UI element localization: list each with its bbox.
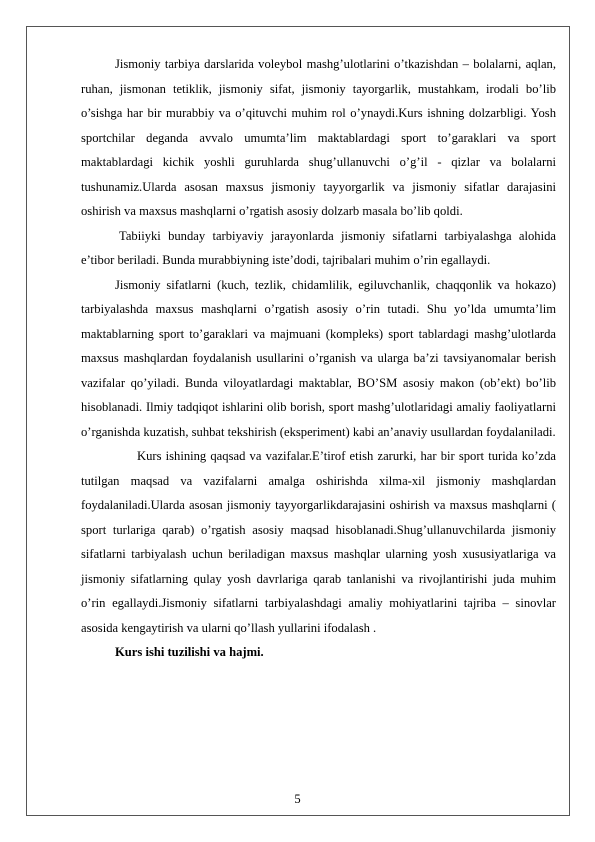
paragraph-physical-qualities: Jismoniy sifatlarni (kuch, tezlik, chidamlilik, egiluvchanlik, chaqqonlik va hokazo) tarbiyalashda maxsus mashqlarni o’rgatish asosiy o’rin tutadi. Shu yo’lda umumta’lim maktablarning sport to’garaklari va majmuani (kompleks) sport tablardagi mashg’ulotlarda maxsus mashqlardan foydalanish usullarini o’rganish va ularga ba’zi tavsiyanomalar berish vazifalar qo’yiladi. Bunda viloyatlardagi maktablar, BO’SM asosiy makon (ob’ekt) bo’lib hisoblanadi. Ilmiy tadqiqot ishlarini olib borish, sport mashg’ulotlaridagi amaliy faoliyatlarni o’rganishda kuzatish, suhbat tekshirish (eksperiment) kabi an’anaviy usullardan foydalaniladi.: [81, 277, 556, 439]
section-heading: Kurs ishi tuzilishi va hajmi.: [115, 645, 264, 659]
paragraph-natural-qualities: Tabiiyki bunday tarbiyaviy jarayonlarda jismoniy sifatlarni tarbiyalashga alohida e’tibor beriladi. Bunda murabbiyning iste’dodi, tajribalari muhim o’rin egallaydi.: [81, 228, 556, 267]
paragraph-intro: Jismoniy tarbiya darslarida voleybol mashg’ulotlarini o’tkazishdan – bolalarni, aqlan, ruhan, jismonan tetiklik, jismoniy sifat, jismoniy tayorgarlik, mustahkam, irodali bo’lib o’sishga har bir murabbiy va o’qituvchi muhim rol o’ynaydi.Kurs ishning dolzarbligi. Yosh sportchilar deganda avvalo umumta’lim maktablardagi sport to’garaklari va sport maktablardagi kichik yoshli guruhlarda shug’ullanuvchi o’g’il - qizlar va bolalarni tushunamiz.Ularda asosan maxsus jismoniy tayyorgarlik va jismoniy sifatlar darajasini oshirish va maxsus mashqlarni o’rgatish asosiy dolzarb masala bo’lib qoldi.: [81, 57, 556, 218]
page-number: 5: [294, 792, 301, 806]
document-body: [81, 52, 556, 665]
paragraph-goals-tasks: Kurs ishining qaqsad va vazifalar.E’tirof etish zarurki, har bir sport turida ko’zda tutilgan maqsad va vazifalarni amalga oshirishda xilma-xil jismoniy mashqlardan foydalaniladi.Ularda asosan jismoniy tayyorgarlikdarajasini oshirish va maxsus mashqlarni ( sport turlariga qarab) o’rgatish asosiy maqsad hisoblanadi.Shug’ullanuvchilarda jismoniy sifatlarni tarbiyalash uchun beriladigan maxsus mashqlar ularning yosh xususiyatlariga va jismoniy sifatlarning qulay yosh davrlariga qarab tanlanishi va rivojlantirishi juda muhim o’rin egallaydi.Jismoniy sifatlarni tarbiyalashdagi amaliy mohiyatlarini tajriba – sinovlar asosida kengaytirish va ularni qo’llash yullarini ifodalash .: [81, 449, 556, 635]
